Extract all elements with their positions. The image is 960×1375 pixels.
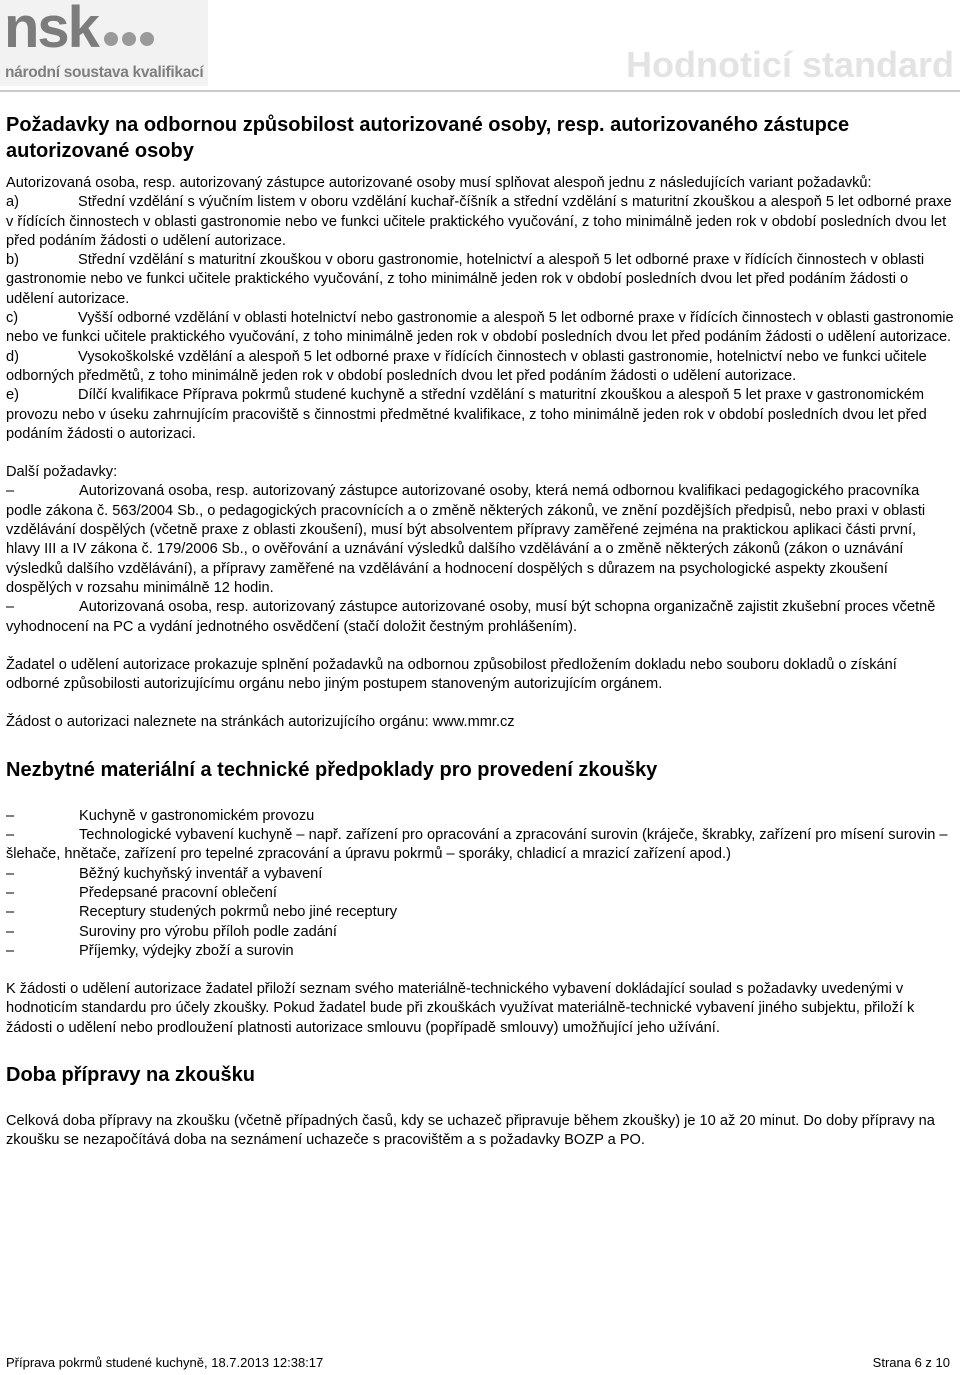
list-item xyxy=(6,903,954,922)
dash-marker: – xyxy=(6,807,15,824)
list-item xyxy=(6,942,954,961)
list-item xyxy=(6,598,954,637)
section-heading-preparation: Doba přípravy na zkoušku xyxy=(6,1063,255,1086)
option-text: Dílčí kvalifikace Příprava pokrmů studené kuchyně a střední vzdělání s maturitní zkouškou a alespoň 5 let praxe v gastronomickém provozu nebo v úseku zahrnujícím pracoviště s činnostmi předmětné kvalifikace, z toho minimálně jeden rok v období posledních dvou let před podáním žádosti o autorizaci. xyxy=(6,387,927,442)
option-text: Střední vzdělání s maturitní zkouškou v oboru gastronomie, hotelnictví a alespoň 5 let odborné praxe v řídících činnostech v oblasti gastronomie nebo ve funkci učitele praktického vyučování, z toho minimálně jeden rok v období posledních dvou let před podáním žádosti o udělení autorizace. xyxy=(6,252,925,307)
nsk-logo xyxy=(0,0,208,86)
list-item xyxy=(6,884,954,903)
logo-subtitle: národní soustava kvalifikací xyxy=(5,64,204,81)
requirement-option xyxy=(6,309,954,348)
dash-marker: – xyxy=(6,923,15,940)
footer-document-info: Příprava pokrmů studené kuchyně, 18.7.2013 12:38:17 xyxy=(6,1355,324,1370)
option-label: c) xyxy=(6,310,19,327)
list-item-text: Příjemky, výdejky zboží a surovin xyxy=(79,942,294,959)
requirement-option xyxy=(6,386,954,444)
page-header xyxy=(0,0,960,96)
page-number: Strana 6 z 10 xyxy=(872,1355,950,1370)
logo-wordmark: nsk xyxy=(4,0,98,60)
option-label: a) xyxy=(6,194,19,211)
section-heading-requirements: Požadavky na odbornou způsobilost autorizované osoby, resp. autorizovaného zástupce autorizované osoby xyxy=(6,114,850,162)
header-divider xyxy=(0,90,960,92)
option-label: d) xyxy=(6,348,19,365)
list-item xyxy=(6,482,954,598)
list-item xyxy=(6,923,954,942)
preparation-text: Celková doba přípravy na zkoušku (včetně případných časů, kdy se uchazeč připravuje během zkoušky) je 10 až 20 minut. Do doby přípravy na zkoušku se nezapočítává doba na seznámení uchazeče s pracovištěm a s požadavky BOZP a PO. xyxy=(6,1112,935,1149)
section-heading-materials: Nezbytné materiální a technické předpoklady pro provedení zkoušky xyxy=(6,758,658,781)
requirement-option xyxy=(6,193,954,251)
dash-marker: – xyxy=(6,827,15,844)
applicant-proof-text: Žadatel o udělení autorizace prokazuje splnění požadavků na odbornou způsobilost předložením dokladu nebo souboru dokladů o získání odborné způsobilosti autorizujícímu orgánu nebo jiným postupem stanoveným autorizujícím orgánem. xyxy=(6,656,897,693)
application-location-text: Žádost o autorizaci naleznete na stránkách autorizujícího orgánu: www.mmr.cz xyxy=(6,714,515,731)
dash-marker: – xyxy=(6,483,15,500)
list-item xyxy=(6,826,954,865)
list-item-text: Autorizovaná osoba, resp. autorizovaný zástupce autorizované osoby, musí být schopna organizačně zajistit zkušební proces včetně vyhodnocení na PC a vydání jednotného osvědčení (stačí doložit čestným prohlášením). xyxy=(6,599,936,635)
list-item xyxy=(6,865,954,884)
document-type-title: Hodnoticí standard xyxy=(625,44,954,85)
list-item-text: Kuchyně v gastronomickém provozu xyxy=(79,807,315,824)
list-item xyxy=(6,807,954,826)
option-label: e) xyxy=(6,387,19,404)
dash-marker: – xyxy=(6,904,15,921)
further-requirements-label: Další požadavky: xyxy=(6,464,118,481)
option-text: Střední vzdělání s výučním listem v oboru vzdělání kuchař-číšník a střední vzdělání s maturitní zkouškou a alespoň 5 let odborné praxe v řídících činnostech v oblasti gastronomie nebo ve funkci učitele praktického vyučování, z toho minimálně jeden rok v období posledních dvou let před podáním žádosti o udělení autorizace. xyxy=(6,194,952,249)
list-item-text: Běžný kuchyňský inventář a vybavení xyxy=(79,865,323,882)
dash-marker: – xyxy=(6,865,15,882)
list-item-text: Receptury studených pokrmů nebo jiné receptury xyxy=(79,904,397,921)
requirement-option xyxy=(6,348,954,387)
materials-note: K žádosti o udělení autorizace žadatel přiloží seznam svého materiálně-technického vybavení dokládající soulad s požadavky uvedenými v hodnoticím standardu pro účely zkoušky. Pokud žadatel bude při zkouškách využívat materiálně-technické vybavení jiného subjektu, přiloží k žádosti o udělení nebo prodloužení platnosti autorizace smlouvu (popřípadě smlouvy) umožňující jeho užívání. xyxy=(6,981,915,1036)
requirement-option xyxy=(6,251,954,309)
option-label: b) xyxy=(6,252,19,269)
list-item-text: Technologické vybavení kuchyně – např. zařízení pro opracování a zpracování surovin (kráječe, škrabky, zařízení pro mísení surovin – šlehače, hnětače, zařízení pro tepelné zpracování a úpravu pokrmů – sporáky, chladicí a mrazicí zařízení apod.) xyxy=(6,827,948,863)
list-item-text: Suroviny pro výrobu příloh podle zadání xyxy=(79,923,337,940)
page-content xyxy=(6,112,954,1151)
option-text: Vyšší odborné vzdělání v oblasti hotelnictví nebo gastronomie a alespoň 5 let odborné praxe v řídících činnostech v oblasti gastronomie nebo ve funkci učitele praktického vyučování, z toho minimálně jeden rok v období posledních dvou let před podáním žádosti o udělení autorizace. xyxy=(6,310,954,346)
dash-marker: – xyxy=(6,599,15,616)
list-item-text: Předepsané pracovní oblečení xyxy=(79,884,277,901)
option-text: Vysokoškolské vzdělání a alespoň 5 let odborné praxe v řídících činnostech v oblasti gastronomie, hotelnictví nebo ve funkci učitele odborných předmětů, z toho minimálně jeden rok v období posledních dvou let před podáním žádosti o udělení autorizace. xyxy=(6,348,927,384)
dash-marker: – xyxy=(6,942,15,959)
requirements-intro: Autorizovaná osoba, resp. autorizovaný zástupce autorizované osoby musí splňovat alespoň jednu z následujících variant požadavků: xyxy=(6,175,872,191)
list-item-text: Autorizovaná osoba, resp. autorizovaný zástupce autorizované osoby, která nemá odbornou kvalifikaci pedagogického pracovníka podle zákona č. 563/2004 Sb., o pedagogických pracovnících a o změně některých zákonů, ve znění pozdějších předpisů, nebo praxi v oblasti vzdělávání dospělých (včetně praxe z oblasti zkoušení), musí být absolventem přípravy zaměřené zejména na praktickou aplikaci části první, hlavy III a IV zákona č. 179/2006 Sb., o ověřování a uznávání výsledků dalšího vzdělávání a o změně některých zákonů (zákon o uznávání výsledků dalšího vzdělávání), a přípravy zaměřené na vzdělávání a hodnocení dospělých s důrazem na psychologické aspekty zkoušení dospělých v rozsahu minimálně 12 hodin. xyxy=(6,483,926,596)
dash-marker: – xyxy=(6,884,15,901)
